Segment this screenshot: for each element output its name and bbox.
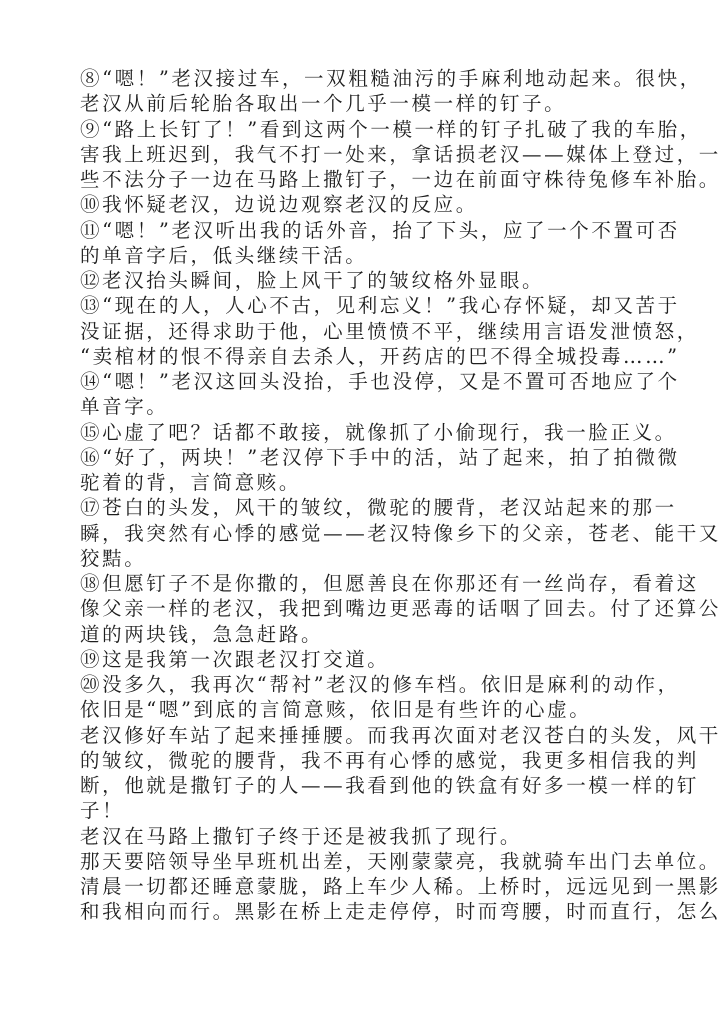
text-line: 依旧是“嗯”到底的言简意赅，依旧是有些许的心虚。: [80, 698, 592, 722]
text-line: ⑱但愿钉子不是你撒的，但愿善良在你那还有一丝尚存，看着这: [80, 572, 699, 595]
text-line: ⑮心虚了吧？话都不敢接，就像抓了小偷现行，我一脸正义。: [80, 420, 677, 444]
paragraph-10: [80, 192, 650, 217]
text-line: 和我相向而行。黑影在桥上走走停停，时而弯腰，时而直行，怎么: [80, 900, 721, 924]
text-line: 没证据，还得求助于他，心里愤愤不平，继续用言语发泄愤怒，: [80, 319, 699, 343]
text-line: 像父亲一样的老汉，我把到嘴边更恶毒的话咽了回去。付了还算公: [80, 597, 721, 621]
text-line: 单音字。: [80, 395, 169, 419]
text-line: ⑬“现在的人，人心不古，见利忘义！”我心存怀疑，却又苦于: [80, 294, 680, 318]
paragraph-21: [80, 723, 721, 824]
text-line: ⑩我怀疑老汉，边说边观察老汉的反应。: [80, 193, 478, 217]
paragraph-17: [80, 495, 721, 571]
text-line: ⑫老汉抬头瞬间，脸上风干了的皱纹格外显眼。: [80, 269, 545, 292]
paragraph-19: [80, 647, 650, 672]
text-line: ⑨“路上长钉了！”看到这两个一模一样的钉子扎破了我的车胎，: [80, 117, 702, 141]
text-line: ⑳没多久，我再次“帮衬”老汉的修车档。依旧是麻利的动作，: [80, 673, 680, 696]
text-line: 老汉修好车站了起来捶捶腰。而我再次面对老汉苍白的头发，风干: [80, 723, 721, 747]
paragraph-12: [80, 268, 650, 293]
text-line: ⑪“嗯！”老汉听出我的话外音，抬了下头，应了一个不置可否: [80, 218, 680, 242]
text-line: 驼着的背，言简意赅。: [80, 471, 302, 494]
paragraph-11: [80, 218, 680, 269]
text-line: 些不法分子一边在马路上撒钉子，一边在前面守株待兔修车补胎。: [80, 168, 721, 191]
paragraph-23: [80, 849, 721, 925]
text-line: ⑲这是我第一次跟老汉打交道。: [80, 647, 390, 671]
text-line: 的皱纹，微驼的腰背，我不再有心悸的感觉，我更多相信我的判: [80, 748, 699, 772]
text-line: 老汉从前后轮胎各取出一个几乎一模一样的钉子。: [80, 92, 567, 116]
text-line: ⑭“嗯！”老汉这回头没抬，手也没停，又是不置可否地应了个: [80, 370, 680, 393]
document-page: [80, 66, 721, 925]
text-line: 狡黠。: [80, 546, 147, 570]
paragraph-16: [80, 445, 680, 496]
text-line: 断，他就是撒钉子的人——我看到他的铁盒有好多一模一样的钉: [80, 774, 699, 797]
paragraph-20: [80, 672, 680, 723]
text-line: 道的两块钱，急急赶路。: [80, 622, 324, 646]
paragraph-14: [80, 369, 680, 420]
text-line: ⑯“好了，两块！”老汉停下手中的活，站了起来，拍了拍微微: [80, 445, 680, 469]
text-line: 那天要陪领导坐早班机出差，天刚蒙蒙亮，我就骑车出门去单位。: [80, 849, 721, 873]
text-line: 老汉在马路上撒钉子终于还是被我抓了现行。: [80, 824, 523, 848]
text-line: 清晨一切都还睡意蒙胧，路上车少人稀。上桥时，远远见到一黑影: [80, 875, 721, 898]
paragraph-13: [80, 293, 699, 369]
paragraph-18: [80, 571, 721, 647]
paragraph-8: [80, 66, 702, 117]
text-line: 害我上班迟到，我气不打一处来，拿话损老汉——媒体上登过，一: [80, 142, 721, 166]
text-line: ⑧“嗯！”老汉接过车，一双粗糙油污的手麻利地动起来。很快，: [80, 67, 702, 90]
text-line: 瞬，我突然有心悸的感觉——老汉特像乡下的父亲，苍老、能干又: [80, 521, 721, 545]
text-line: ⑰苍白的头发，风干的皱纹，微驼的腰背，老汉站起来的那一: [80, 496, 677, 520]
text-line: “卖棺材的恨不得亲自去杀人，开药店的巴不得全城投毒……”: [80, 344, 680, 368]
paragraph-15: [80, 420, 677, 445]
text-line: 的单音字后，低头继续干活。: [80, 243, 368, 267]
paragraph-9: [80, 117, 721, 193]
paragraph-22: [80, 824, 650, 849]
text-line: 子！: [80, 799, 125, 823]
